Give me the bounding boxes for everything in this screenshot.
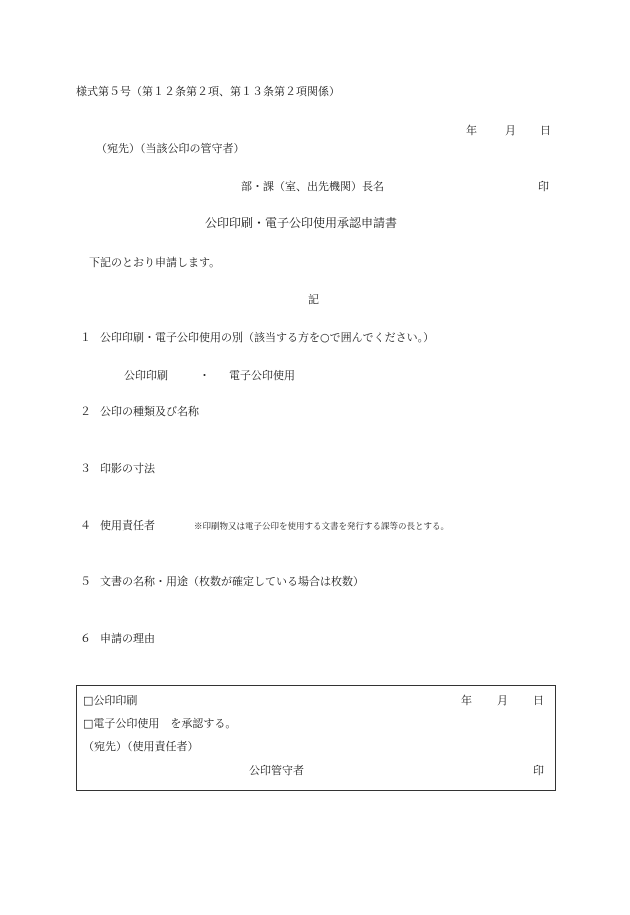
item-2-label: 公印の種類及び名称 bbox=[100, 405, 199, 418]
ki-heading: 記 bbox=[308, 293, 319, 306]
item-3-label: 印影の寸法 bbox=[100, 462, 155, 475]
choice-option-denshi-kouin: 電子公印使用 bbox=[229, 369, 295, 382]
item-1-label: 公印印刷・電子公印使用の別（該当する方を○で囲んでください。） bbox=[100, 331, 435, 344]
approval-option-denshi-kouin: □電子公印使用 を承認する。 bbox=[83, 717, 237, 730]
approval-day-label: 日 bbox=[533, 694, 544, 707]
approval-option-kouin-insatsu: □公印印刷 bbox=[83, 694, 138, 707]
approval-year-label: 年 bbox=[461, 694, 472, 707]
date-month-label: 月 bbox=[505, 124, 516, 137]
item-3-number: ３ bbox=[80, 462, 91, 475]
item-2-number: ２ bbox=[80, 405, 91, 418]
date-day-label: 日 bbox=[540, 124, 551, 137]
item-4-note: ※印刷物又は電子公印を使用する文書を発行する課等の長とする。 bbox=[194, 522, 450, 532]
choice-separator: ・ bbox=[199, 369, 210, 382]
choice-option-kouin-insatsu: 公印印刷 bbox=[124, 369, 168, 382]
intro-text: 下記のとおり申請します。 bbox=[89, 256, 221, 269]
document-title: 公印印刷・電子公印使用承認申請書 bbox=[205, 216, 398, 230]
item-6-number: ６ bbox=[80, 632, 91, 645]
approval-month-label: 月 bbox=[497, 694, 508, 707]
form-number: 様式第５号（第１２条第２項、第１３条第２項関係） bbox=[76, 85, 340, 98]
item-6-label: 申請の理由 bbox=[100, 632, 155, 645]
kouin-manager-label: 公印管守者 bbox=[249, 764, 304, 777]
item-5-label: 文書の名称・用途（枚数が確定している場合は枚数） bbox=[100, 575, 364, 588]
item-5-number: ５ bbox=[80, 575, 91, 588]
addressee: （宛先）（当該公印の管守者） bbox=[96, 142, 245, 155]
approval-seal: 印 bbox=[533, 764, 544, 777]
date-year-label: 年 bbox=[466, 124, 477, 137]
approval-box bbox=[76, 685, 556, 791]
approval-addressee: （宛先）（使用責任者） bbox=[83, 740, 199, 753]
item-4-number: ４ bbox=[80, 519, 91, 532]
item-1-number: １ bbox=[80, 331, 91, 344]
applicant-department: 部・課（室、出先機関）長名 bbox=[241, 180, 384, 193]
item-4-label: 使用責任者 bbox=[100, 519, 155, 532]
applicant-seal: 印 bbox=[538, 180, 549, 193]
